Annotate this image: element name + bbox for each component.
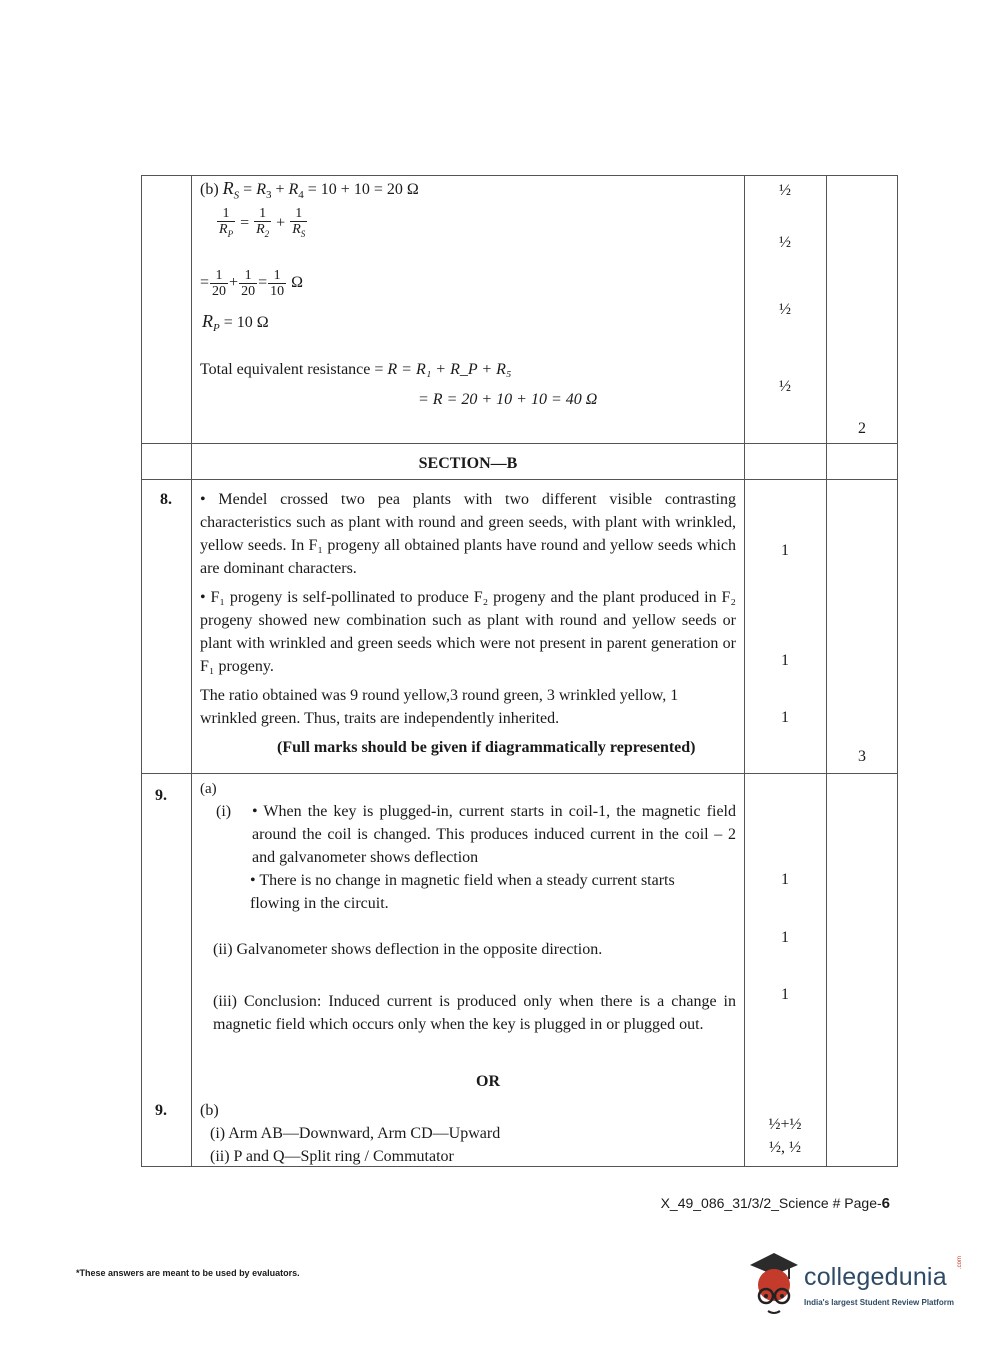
q8-mark-3: 1 — [781, 709, 789, 726]
mark-total: ½ — [779, 378, 791, 395]
table-border-right — [897, 175, 898, 1167]
brand-tld: .com — [957, 1255, 963, 1269]
q9-mark-b1: ½+½ — [768, 1116, 802, 1133]
q9-mark-b2: ½, ½ — [769, 1139, 801, 1156]
rp-reciprocal-equation: $\frac{1}{R_P}$ = $\frac{1}{R_2}$ + $\frac{1}{R_S}$ — [219, 206, 306, 239]
q9b-number: 9. — [155, 1102, 167, 1119]
q9-b-ii: (ii) P and Q—Split ring / Commutator — [210, 1148, 454, 1165]
page-number: 6 — [881, 1195, 890, 1212]
brand-name-wrap — [804, 1263, 947, 1292]
q9-i-bullet-2: • There is no change in magnetic field when a steady current starts flowing in the circuit. — [250, 872, 675, 912]
rp-result: $R_P = 10$ Ω — [202, 311, 269, 335]
total-marks-b: 2 — [858, 420, 866, 437]
rp-ohm: Ω — [291, 274, 303, 292]
table-border-top — [141, 175, 898, 176]
table-border-left — [141, 175, 142, 1167]
q8-mark-2: 1 — [781, 652, 789, 669]
total-label: Total equivalent resistance = — [200, 361, 384, 378]
page-identifier: X_49_086_31/3/2_Science # Page-6 — [660, 1195, 890, 1212]
rs-symbol: R — [222, 178, 234, 198]
q8-number: 8. — [160, 491, 172, 508]
q9-b-i: (i) Arm AB—Downward, Arm CD—Upward — [210, 1125, 501, 1142]
rs-prefix: (b) — [200, 181, 219, 198]
total-resistance-line — [200, 358, 511, 381]
mark-rp: ½ — [779, 301, 791, 318]
rp-substitution: = $\frac{1}{20}$ + $\frac{1}{20}$ = $\frac{1}{10}$ Ω — [200, 268, 303, 299]
section-b-heading: SECTION—B — [418, 455, 518, 472]
q9-number: 9. — [155, 787, 167, 804]
q9-mark-2: 1 — [781, 929, 789, 946]
q9-mark-3: 1 — [781, 986, 789, 1003]
total-resistance-value: = R = 20 + 10 + 10 = 40 Ω — [418, 391, 598, 408]
q9-part-b-label: (b) — [200, 1102, 219, 1119]
brand-tagline: India's largest Student Review Platform — [804, 1298, 954, 1307]
q9-part-a-label: (a) — [200, 781, 217, 797]
mark-rs: ½ — [779, 182, 791, 199]
q8-total-marks: 3 — [858, 748, 866, 765]
q8-bullet-1: • Mendel crossed two pea plants with two different visible contrasting characteristics such as plant with round and green seeds, with plant with wrinkled, yellow seeds. In F₁ progeny all obtained plants have round and yellow seeds which are dominant characters. — [200, 491, 736, 577]
rs-value: = 10 + 10 = 20 Ω — [307, 181, 419, 198]
rs-equation: (b) $R_S = R_3 + R_4 = 10 + 10 = 20$ Ω — [200, 178, 419, 202]
q8-bullet-2: • F₁ progeny is self-pollinated to produce F₂ progeny and the plant produced in F₂ progeny showed new combination such as plant with round and yellow seeds or plant with wrinkled and green seeds which were not present in parent generation or F₁ progeny. — [200, 589, 736, 675]
q9-i-bullet-1: • When the key is plugged-in, current starts in coil-1, the magnetic field around the coil is changed. This produces induced current in the coil – 2 and galvanometer shows deflection — [252, 803, 736, 866]
q9-or-divider: OR — [476, 1073, 500, 1090]
q9-ii: (ii) Galvanometer shows deflection in the opposite direction. — [213, 941, 603, 958]
q8-ratio: The ratio obtained was 9 round yellow,3 round green, 3 wrinkled yellow, 1 wrinkled green. Thus, traits are independently inherited. — [200, 687, 679, 727]
row-divider-1 — [141, 443, 898, 444]
column-divider-2 — [744, 175, 745, 1167]
q9-i-label: (i) — [216, 803, 232, 820]
brand-logo — [744, 1249, 974, 1319]
column-divider-1 — [191, 175, 192, 1167]
row-divider-3 — [141, 773, 898, 774]
mark-rp-reciprocal: ½ — [779, 234, 791, 251]
total-formula: R = R₁ + R_P + R₅ — [387, 361, 512, 378]
mascot-icon — [744, 1249, 802, 1319]
brand-name: collegedunia — [804, 1263, 947, 1291]
q9-mark-1: 1 — [781, 871, 789, 888]
q8-note: (Full marks should be given if diagrammatically represented) — [277, 739, 696, 756]
row-divider-2 — [141, 479, 898, 480]
evaluator-note: *These answers are meant to be used by evaluators. — [76, 1268, 300, 1278]
q9-iii: (iii) Conclusion: Induced current is produced only when there is a change in magnetic field which occurs only when the key is plugged in or plugged out. — [213, 993, 736, 1033]
column-divider-3 — [826, 175, 827, 1167]
q8-mark-1: 1 — [781, 542, 789, 559]
